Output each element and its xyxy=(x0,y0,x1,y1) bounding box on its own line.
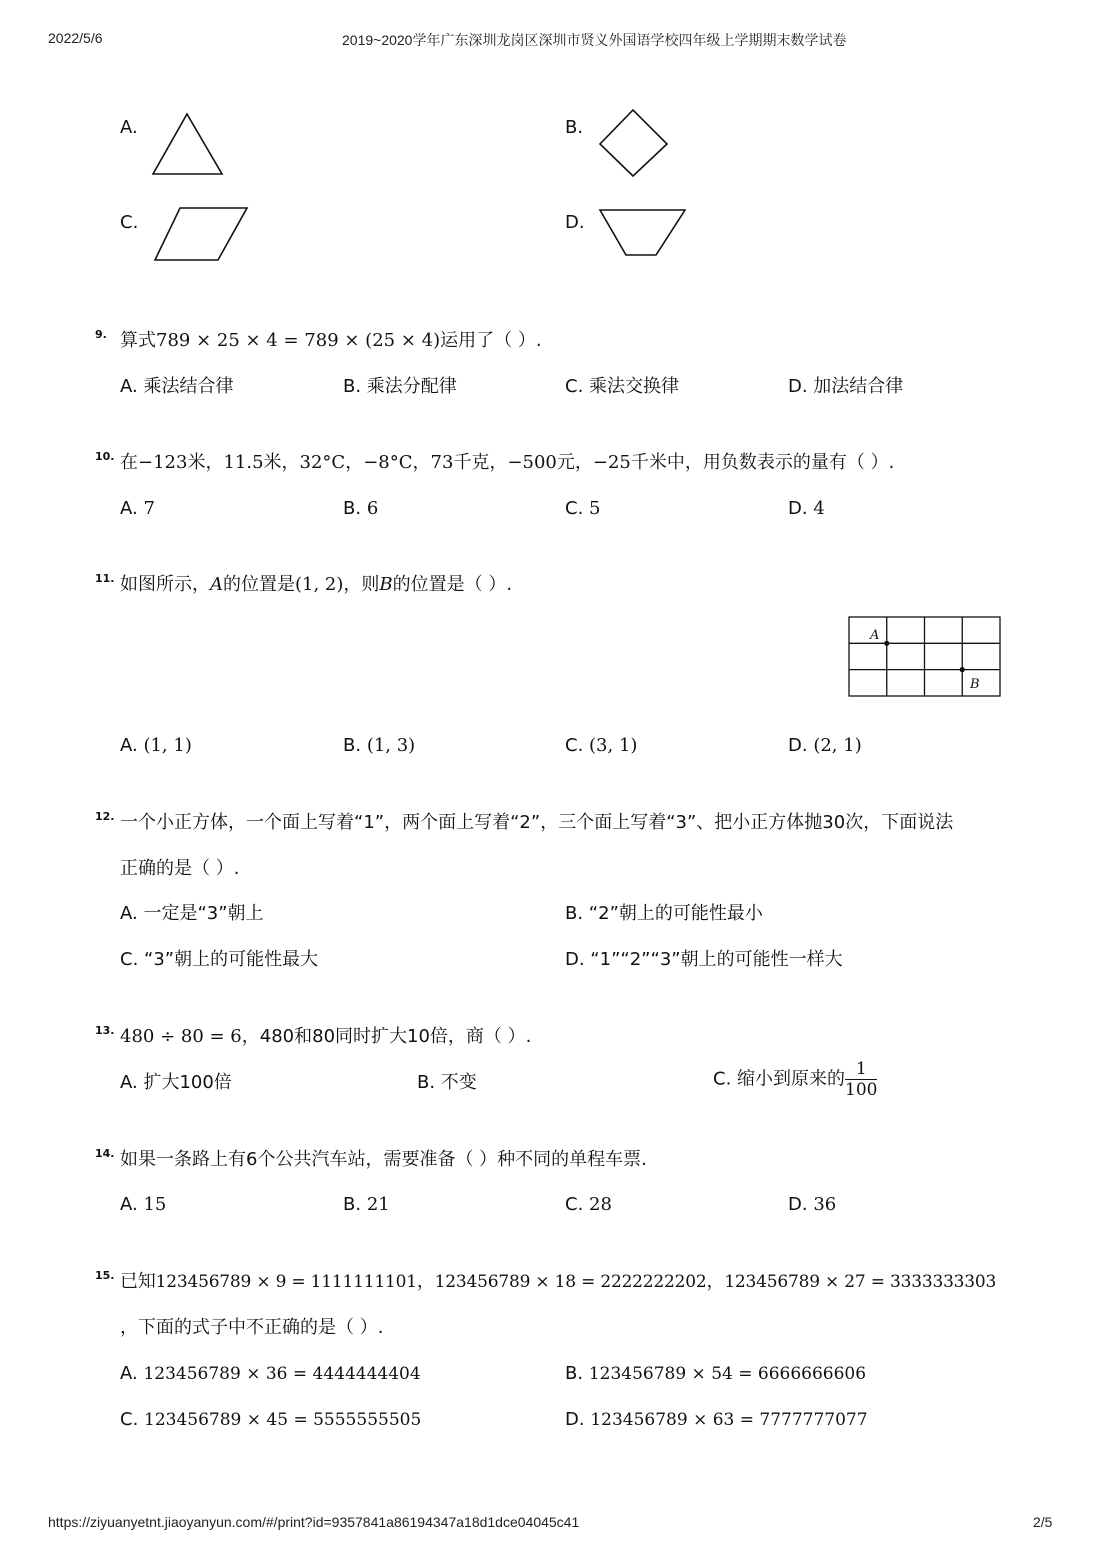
q9-stem xyxy=(120,329,542,353)
document-title: 2019~2020学年广东深圳龙岗区深圳市贤义外国语学校四年级上学期期末数学试卷 xyxy=(342,32,847,48)
option-label: D. xyxy=(788,735,808,756)
option-label: C. xyxy=(565,1194,584,1215)
question-number-15: 15. xyxy=(95,1269,115,1282)
q15-equation: 123456789 × 18 = 2222222202 xyxy=(434,1272,707,1292)
q9-option-b[interactable]: B. 乘法分配律 xyxy=(343,376,457,397)
q11-option-b[interactable] xyxy=(343,734,415,758)
q9-prefix: 算式 xyxy=(120,330,156,351)
q15-option-c[interactable] xyxy=(120,1408,421,1432)
option-value: 123456789 × 63 = 7777777077 xyxy=(590,1410,868,1430)
q13-expression: 480 ÷ 80 = 6 xyxy=(120,1026,242,1047)
q10-text: 千克， xyxy=(453,452,508,473)
q11-option-a[interactable] xyxy=(120,734,192,758)
question-number-11: 11. xyxy=(95,572,115,585)
q10-value: 11.5 xyxy=(223,452,264,473)
option-label: C. xyxy=(565,498,584,519)
option-value: (1, 3) xyxy=(366,735,416,756)
q13-text: ，480和80同时扩大10倍，商（ ）. xyxy=(241,1026,532,1047)
grid-point-a xyxy=(884,641,889,646)
option-value: 28 xyxy=(589,1194,612,1215)
option-label: B. xyxy=(565,1363,584,1384)
option-value: (1, 1) xyxy=(143,735,192,756)
q9-option-d[interactable]: D. 加法结合律 xyxy=(788,376,904,397)
option-value: 123456789 × 45 = 5555555505 xyxy=(144,1410,422,1430)
footer-url[interactable]: https://ziyuanyetnt.jiaoyanyun.com/#/print?id=9357841a86194347a18d1dce04045c41 xyxy=(48,1514,580,1530)
q15-stem-line2: ，下面的式子中不正确的是（ ）. xyxy=(120,1317,384,1338)
option-value: 7 xyxy=(143,498,155,519)
q8-option-b-label: B. xyxy=(565,117,584,138)
q8-option-a-label: A. xyxy=(120,117,138,138)
q15-option-b[interactable] xyxy=(565,1362,866,1386)
q12-option-c[interactable]: C. “3”朝上的可能性最大 xyxy=(120,949,319,970)
option-value: 123456789 × 54 = 6666666606 xyxy=(588,1364,867,1384)
q10-option-a[interactable] xyxy=(120,497,155,521)
q10-value: −8°C xyxy=(363,452,413,473)
q11-text: 如图所示， xyxy=(120,574,210,595)
question-number-10: 10. xyxy=(95,450,115,463)
q10-text: ， xyxy=(345,452,364,473)
q12-stem-line1: 一个小正方体，一个面上写着“1”，两个面上写着“2”，三个面上写着“3”、把小正方体抛30次，下面说法 xyxy=(120,812,954,833)
option-value: 5 xyxy=(589,498,601,519)
q15-stem-line1 xyxy=(120,1270,996,1294)
fraction-denominator: 100 xyxy=(845,1080,878,1100)
q12-option-b[interactable]: B. “2”朝上的可能性最小 xyxy=(565,903,763,924)
q10-text: 千米中，用负数表示的量有（ ）. xyxy=(630,452,895,473)
q15-prefix: 已知 xyxy=(120,1271,156,1292)
q13-option-b[interactable]: B. 不变 xyxy=(417,1072,477,1093)
q11-text: ，则 xyxy=(343,574,380,595)
q15-option-a[interactable] xyxy=(120,1362,421,1386)
option-value: 36 xyxy=(813,1194,837,1215)
question-number-14: 14. xyxy=(95,1147,115,1160)
option-label: D. xyxy=(788,498,808,519)
q8-option-c-label: C. xyxy=(120,212,139,233)
option-label: B. xyxy=(343,1194,362,1215)
q11-var-a: A xyxy=(210,574,223,595)
q15-separator: ， xyxy=(706,1271,725,1292)
option-label: A. xyxy=(120,1363,138,1384)
q11-text: 的位置是（ ）. xyxy=(392,574,513,595)
q10-option-b[interactable] xyxy=(343,497,378,521)
option-label: C. xyxy=(120,1409,139,1430)
q10-option-d[interactable] xyxy=(788,497,825,521)
q10-value: −500 xyxy=(507,452,557,473)
option-value: 4 xyxy=(813,498,825,519)
q10-text: 在 xyxy=(120,452,138,473)
rotated-square-shape xyxy=(597,108,669,180)
inverted-trapezoid-shape xyxy=(597,207,689,259)
triangle-shape xyxy=(150,112,225,177)
option-label: A. xyxy=(120,1194,138,1215)
fraction xyxy=(845,1059,877,1100)
q10-option-c[interactable] xyxy=(565,497,600,521)
question-number-13: 13. xyxy=(95,1024,115,1037)
option-value: 15 xyxy=(143,1194,167,1215)
q12-option-a[interactable]: A. 一定是“3”朝上 xyxy=(120,903,264,924)
question-number-12: 12. xyxy=(95,810,115,823)
option-value: 21 xyxy=(366,1194,390,1215)
q14-option-d[interactable] xyxy=(788,1193,836,1217)
q10-stem xyxy=(120,451,894,475)
option-value: (2, 1) xyxy=(813,735,862,756)
q13-option-c-text: C. 缩小到原来的 xyxy=(713,1068,846,1090)
grid-label-a: A xyxy=(870,628,880,643)
q13-stem xyxy=(120,1025,531,1049)
option-value: 6 xyxy=(366,498,379,519)
q14-option-b[interactable] xyxy=(343,1193,390,1217)
fraction-numerator: 1 xyxy=(855,1059,867,1079)
option-label: B. xyxy=(343,735,362,756)
question-number-9: 9. xyxy=(95,328,107,341)
q10-text: 米， xyxy=(187,452,224,473)
q14-option-c[interactable] xyxy=(565,1193,612,1217)
option-value: (3, 1) xyxy=(589,735,638,756)
option-label: C. xyxy=(565,735,584,756)
q10-value: 32°C xyxy=(299,452,346,473)
q9-expression: 789 × 25 × 4 = 789 × (25 × 4) xyxy=(156,330,441,351)
q15-equation: 123456789 × 9 = 1111111101 xyxy=(155,1272,417,1292)
q15-equation: 123456789 × 27 = 3333333303 xyxy=(724,1272,997,1292)
option-label: D. xyxy=(788,1194,808,1215)
q9-option-c[interactable]: C. 乘法交换律 xyxy=(565,376,680,397)
coordinate-grid xyxy=(848,616,1002,698)
q11-stem xyxy=(120,573,512,597)
q9-suffix: 运用了（ ）. xyxy=(440,330,542,351)
option-label: A. xyxy=(120,735,138,756)
q15-separator: ， xyxy=(416,1271,435,1292)
q8-option-d-label: D. xyxy=(565,212,585,233)
q11-coord-a: (1, 2) xyxy=(295,574,344,595)
parallelogram-shape xyxy=(152,205,252,263)
grid-label-b: B xyxy=(970,677,980,692)
option-label: A. xyxy=(120,498,138,519)
option-label: D. xyxy=(565,1409,585,1430)
q11-var-b: B xyxy=(379,574,393,595)
option-value: 123456789 × 36 = 4444444404 xyxy=(143,1364,421,1384)
print-date: 2022/5/6 xyxy=(48,30,103,46)
q15-option-d[interactable] xyxy=(565,1408,868,1432)
option-label: B. xyxy=(343,498,362,519)
q11-text: 的位置是 xyxy=(223,574,295,595)
page-number: 2/5 xyxy=(1033,1514,1053,1530)
q14-stem: 如果一条路上有6个公共汽车站，需要准备（ ）种不同的单程车票. xyxy=(120,1149,647,1170)
q10-value: −123 xyxy=(138,452,188,473)
q11-option-c[interactable] xyxy=(565,734,637,758)
q13-option-c[interactable] xyxy=(713,1059,877,1100)
q10-value: 73 xyxy=(430,452,454,473)
q12-stem-line2: 正确的是（ ）. xyxy=(120,858,240,879)
q9-option-a[interactable]: A. 乘法结合律 xyxy=(120,376,234,397)
grid-point-b xyxy=(960,667,965,672)
q13-option-a[interactable]: A. 扩大100倍 xyxy=(120,1072,232,1093)
q10-text: ， xyxy=(412,452,431,473)
q10-text: 米， xyxy=(263,452,300,473)
q12-option-d[interactable]: D. “1”“2”“3”朝上的可能性一样大 xyxy=(565,949,843,970)
q14-option-a[interactable] xyxy=(120,1193,166,1217)
q10-value: −25 xyxy=(592,452,631,473)
q11-option-d[interactable] xyxy=(788,734,862,758)
q10-text: 元， xyxy=(556,452,593,473)
